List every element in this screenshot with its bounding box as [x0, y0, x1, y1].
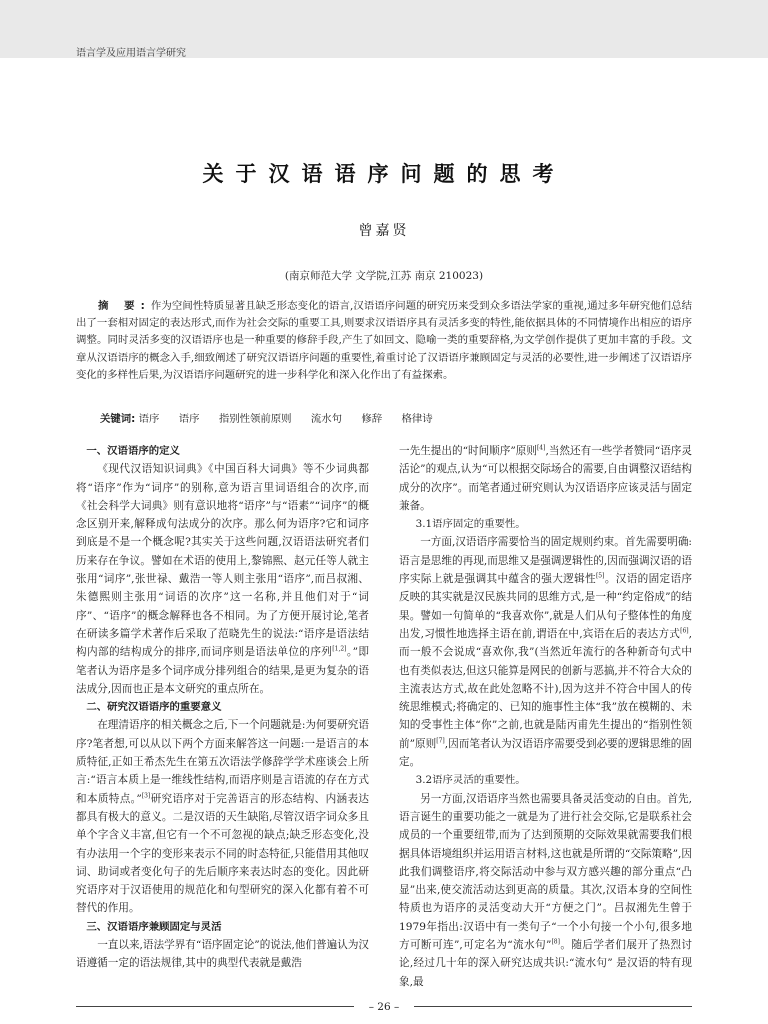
- paragraph-text: 研究语序对于完善语言的形态结构、内涵表达都具有极大的意义。二是汉语的天生缺陷,尽管汉语字词众多且单个字含义丰富,但它有一个不可忽视的缺点;缺乏形态变化,没有办法用一个字的变形来表示不同的时态特征,只能借用其他叹词、助词或者变化句子的先后顺序来表达时态的变化。因此研究语序对于汉语使用的规范化和句型研究的深入化都有着不可替代的作用。: [76, 792, 369, 915]
- citation: [3]: [141, 792, 151, 800]
- citation: [5]: [595, 572, 605, 580]
- paragraph-text: 一先生提出的“时间顺序”原则: [399, 445, 537, 457]
- paragraph-text: ,当然还有一些学者赞同“语序灵活论”的观点,认为“可以根据交际场合的需要,自由调整汉语结构成分的次序”。而笔者通过研究则认为汉语语序应该灵活与固定兼备。: [399, 445, 693, 512]
- body-paragraph: 一直以来,语法学界有“语序固定论”的说法,他们普遍认为汉语遵循一定的语法规律,其中的典型代表就是戴浩: [76, 939, 370, 970]
- keyword: 语序: [178, 413, 200, 425]
- author-name: 曾嘉贤: [358, 223, 410, 239]
- body-paragraph: [399, 533, 692, 771]
- body-paragraph: [399, 442, 692, 515]
- right-column: [399, 442, 692, 991]
- paragraph-text: 一方面,汉语语序需要恰当的固定规则约束。首先需要明确:语言是思维的再现,而思维又是强调逻辑性的,因而强调汉语的语序实际上就是强调其中蕴含的强大逻辑性: [399, 536, 692, 586]
- paragraph-text: 在理清语序的相关概念之后,下一个问题就是:为何要研究语序?笔者想,可以从以下两个方面来解答这一问题:一是语言的本质特征,正如王希杰先生在第五次语法学修辞学学术座谈会上所言:“语言本质上是一维线性结构,而语序则是言语流的存在方式和本质特点。”: [76, 719, 369, 805]
- keyword: 格律诗: [401, 413, 433, 425]
- citation: [7]: [436, 737, 445, 745]
- page-number: – 26 –: [354, 1001, 414, 1013]
- abstract-label: 摘 要:: [98, 300, 151, 312]
- author-affiliation: (南京师范大学 文学院,江苏 南京 210023): [284, 270, 484, 282]
- section-heading: 二、研究汉语语序的重要意义: [86, 701, 222, 714]
- body-paragraph: [399, 790, 692, 991]
- subsection-heading: 3.2语序灵活的重要性。: [415, 774, 526, 787]
- keyword: 语序: [138, 413, 160, 425]
- paragraph-text: ,而一般不会说成“喜欢你,我”(当然近年流行的各种新奇句式中也有类似表达,但这只能算是网民的创新与恶搞,并不符合大众的主流表达方式,故在此处忽略不计),因为这并不符合中国人的传统思维模式;将确定的、已知的施事性主体“我”放在模糊的、未知的受事性主体“你”之前,也就是陆丙甫先生提出的“指别性领前”原则: [399, 627, 692, 750]
- keyword: 指别性领前原则: [218, 413, 292, 425]
- keyword: 修辞: [361, 413, 383, 425]
- section-heading: 一、汉语语序的定义: [86, 445, 180, 457]
- paragraph-text: 。”即笔者认为语序是多个词序成分排列组合的结果,是更为复杂的语法成分,因而也正是本文研究的重点所在。: [76, 646, 369, 695]
- paragraph-text: 《现代汉语知识词典》《中国百科大词典》等不少词典都将“语序”作为“词序”的别称,意为语言里词语组合的次序,而《社会科学大词典》则有意识地将“语序”与“语素”“词序”的概念区别开来,解释成句法成分的次序。那么何为语序?它和词序到底是不是一个概念呢?其实关于这些问题,汉语语法研究者们历来存在争议。譬如在术语的使用上,黎锦熙、赵元任等人就主张用“词序”,张世禄、戴浩一等人则主张用“语序”,而吕叔湘、朱德熙则主张用“词语的次序”这一名称,并且他们对于“词序”、“语序”的概念解释也各不相同。为了方便开展讨论,笔者在研读多篇学术著作后采取了范晓先生的说法:“语序是语法结构内部的结构成分的排序,而词序则是语法单位的序列: [76, 463, 369, 659]
- abstract: [76, 298, 692, 384]
- left-column: [76, 442, 369, 973]
- keywords-label: 关键词:: [100, 413, 136, 425]
- subsection-heading: 3.1语序固定的重要性。: [415, 518, 526, 531]
- body-paragraph: [76, 716, 369, 917]
- paragraph-text: ,因而笔者认为汉语语序需要受到必要的逻辑思维的固定。: [399, 737, 692, 769]
- journal-name: 语言学及应用语言学研究: [76, 48, 186, 59]
- keyword: 流水句: [310, 413, 343, 425]
- keywords: [100, 410, 692, 425]
- abstract-text: 作为空间性特质显著且缺乏形态变化的语言,汉语语序问题的研究历来受到众多语法学家的重视,通过多年研究他们总结出了一套相对固定的表达形式,而作为社会交际的重要工具,则要求汉语语序具有灵活多变的特性,能依据具体的不同情境作出相应的语序调整。同时灵活多变的汉语语序也是一种重要的修辞手段,产生了如回文、隐喻一类的重要辞格,为文学创作提供了更加丰富的手段。文章从汉语语序的概念入手,细致阐述了研究汉语语序问题的重要性,着重讨论了汉语语序兼顾固定与灵活的必要性,进一步阐述了汉语语序变化的多样性后果,为汉语语序问题研究的进一步科学化和深入化作出了有益探索。: [76, 300, 692, 381]
- body-paragraph: [76, 460, 369, 698]
- citation: [6]: [680, 627, 689, 635]
- paragraph-text: 。汉语的固定语序反映的其实就是汉民族共同的思维方式,是一种“约定俗成”的结果。譬如一句简单的“我喜欢你”,就是人们从句子整体性的角度出发,习惯性地选择主语在前,谓语在中,宾语在后的表达方式: [399, 573, 693, 640]
- running-header: [0, 0, 768, 58]
- citation: [4]: [536, 444, 546, 452]
- paragraph-text: 。随后学者们展开了热烈讨论,经过几十年的深入研究达成共识:“流水句” 是汉语的特有现象,最: [399, 939, 692, 988]
- section-heading: 三、汉语语序兼顾固定与灵活: [86, 920, 222, 933]
- paper-title: 关于汉语语序问题的思考: [202, 162, 566, 186]
- citation: [1,2]: [332, 645, 347, 653]
- paragraph-text: 另一方面,汉语语序当然也需要具备灵活变动的自由。首先,语言诞生的重要功能之一就是为了进行社会交际,它是联系社会成员的一个重要纽带,而为了达到预期的交际效果就需要我们根据具体语境组织并运用语言材料,这也就是所谓的“交际策略”,因此我们调整语序,将交际活动中参与双方感兴趣的部分重点“凸显”出来,使交流活动达到更高的质量。其次,汉语本身的空间性特质也为语序的灵活变动大开“方便之门”。吕叔湘先生曾于1979年指出:汉语中有一类句子“一个小句接一个小句,很多地方可断可连”,可定名为“流水句”: [399, 792, 693, 952]
- citation: [8]: [551, 938, 560, 946]
